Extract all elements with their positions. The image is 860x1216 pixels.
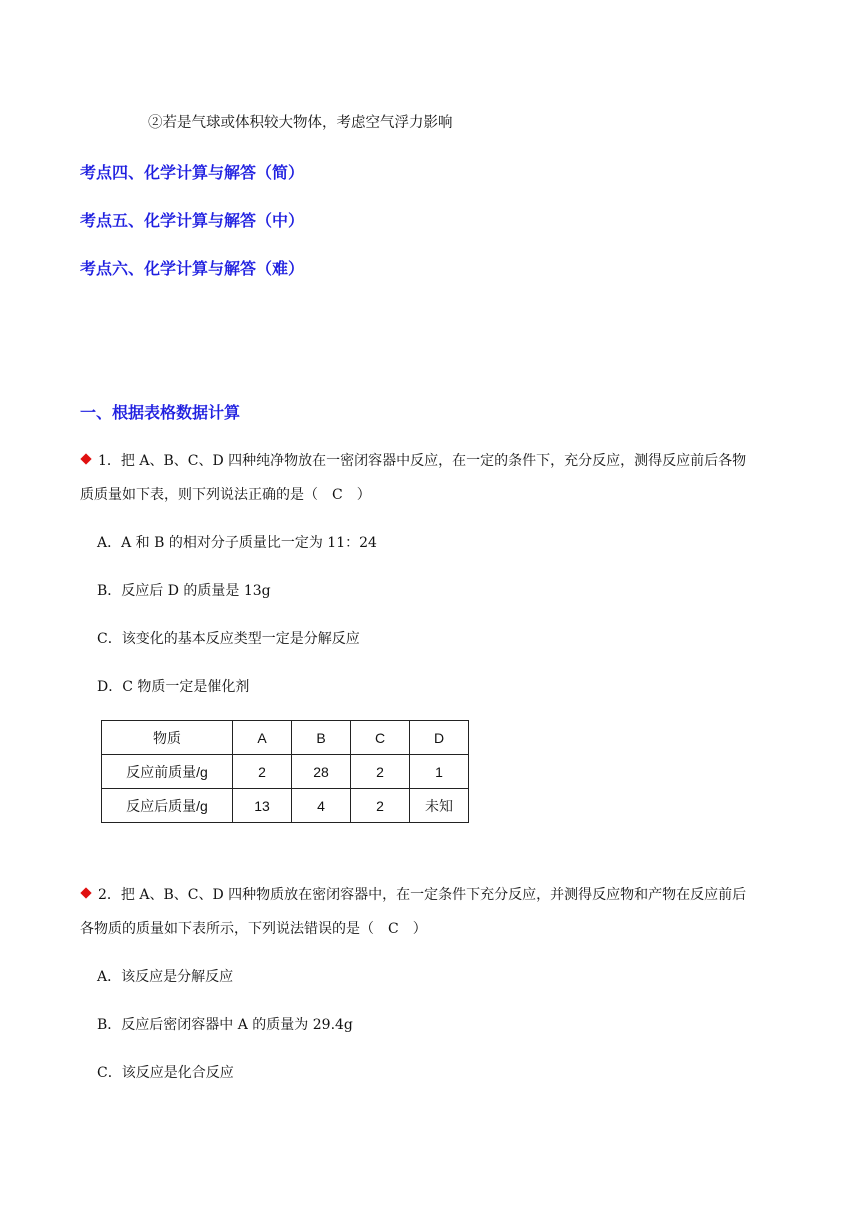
intro-note: ②若是气球或体积较大物体，考虑空气浮力影响 [148,115,453,131]
table-cell: 13 [233,789,292,823]
table-cell: 2 [233,755,292,789]
table-cell: 28 [292,755,351,789]
question-2-option-c: C．该反应是化合反应 [97,1065,234,1081]
table-cell: 未知 [410,789,469,823]
table-header-row [102,721,469,755]
question-2-option-a: A．该反应是分解反应 [97,969,234,985]
table-cell: 反应后质量/g [102,789,233,823]
table-header-cell: C [351,721,410,755]
table-row [102,755,469,789]
table-header-cell: A [233,721,292,755]
kaodian-4-heading: 考点四、化学计算与解答（简） [80,163,305,182]
table-cell: 1 [410,755,469,789]
kaodian-6-heading: 考点六、化学计算与解答（难） [80,259,305,278]
question-2-line-1: 2．把 A、B、C、D 四种物质放在密闭容器中，在一定条件下充分反应，并测得反应物和产物在反应前后 [98,887,747,903]
question-2-option-b: B．反应后密闭容器中 A 的质量为 29.4g [97,1017,353,1033]
question-1-line-1: 1．把 A、B、C、D 四种纯净物放在一密闭容器中反应，在一定的条件下，充分反应，测得反应前后各物 [98,453,747,469]
table-cell: 2 [351,789,410,823]
mass-data-table [101,720,469,823]
red-diamond-bullet-icon [80,453,91,464]
question-1-option-d: D．C 物质一定是催化剂 [97,679,250,695]
table-cell: 反应前质量/g [102,755,233,789]
table-header-cell: B [292,721,351,755]
table-cell: 2 [351,755,410,789]
question-2-line-2: 各物质的质量如下表所示，下列说法错误的是（ C ） [80,921,427,937]
table-cell: 4 [292,789,351,823]
kaodian-5-heading: 考点五、化学计算与解答（中） [80,211,305,230]
red-diamond-bullet-icon [80,887,91,898]
table-header-cell: D [410,721,469,755]
table-header-cell: 物质 [102,721,233,755]
question-1-line-2: 质质量如下表，则下列说法正确的是（ C ） [80,487,371,503]
section-title: 一、根据表格数据计算 [80,403,241,422]
question-1-option-b: B．反应后 D 的质量是 13g [97,583,271,599]
question-1-option-a: A．A 和 B 的相对分子质量比一定为 11：24 [97,535,377,551]
question-1-option-c: C．该变化的基本反应类型一定是分解反应 [97,631,360,647]
table-row [102,789,469,823]
